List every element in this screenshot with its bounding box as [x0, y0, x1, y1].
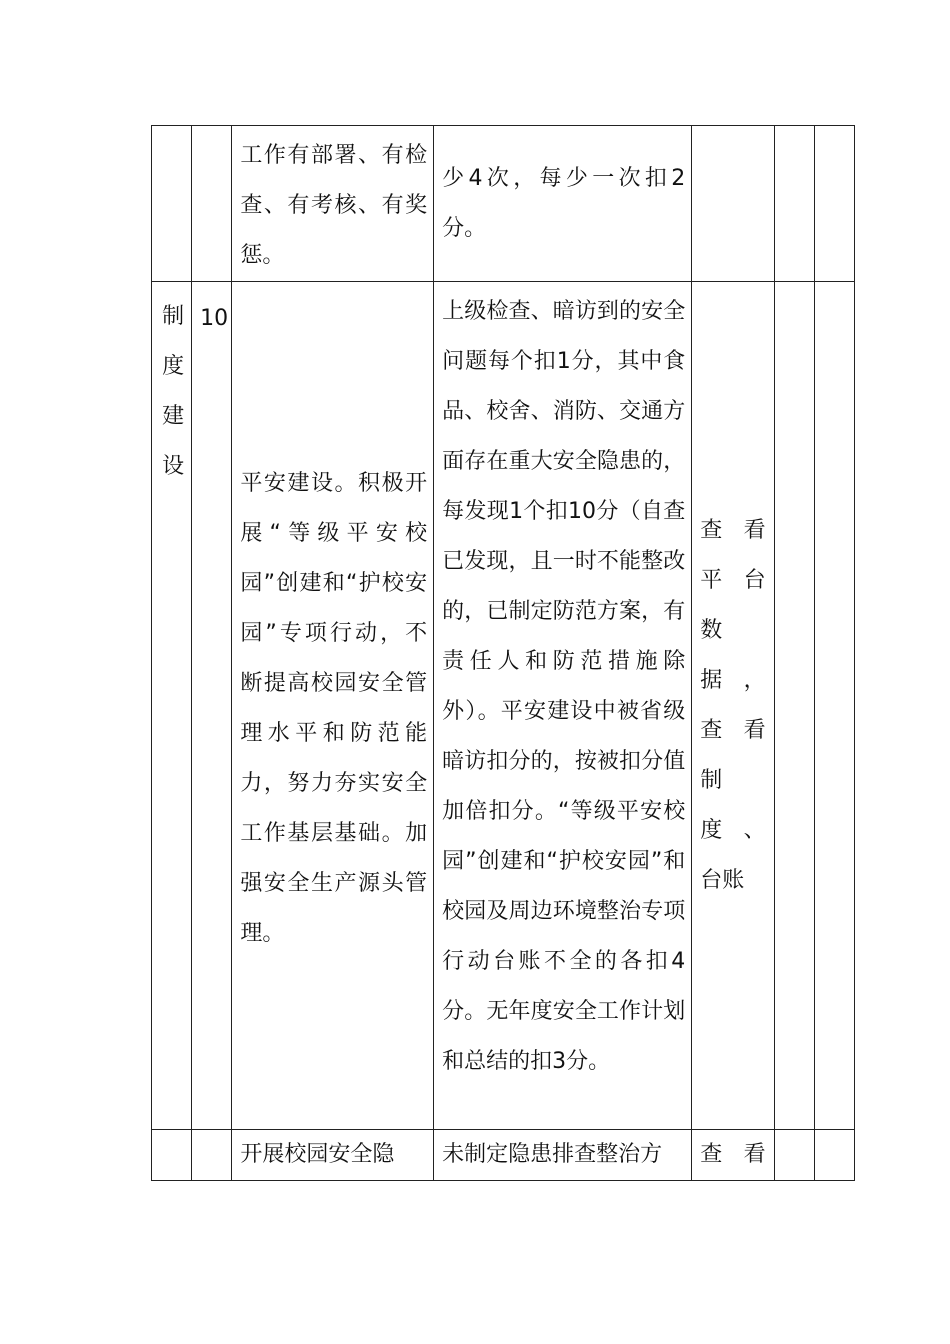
result-cell: [774, 1130, 814, 1181]
category-char: 度: [162, 354, 185, 379]
remark-cell: [814, 126, 854, 282]
remark-cell: [814, 1130, 854, 1181]
table-row: [152, 126, 855, 282]
remark-cell: [814, 282, 854, 1130]
category-cell: [152, 126, 192, 282]
criteria-cell: 未制定隐患排查整治方: [434, 1130, 692, 1181]
score-cell: 10: [192, 282, 232, 1130]
criteria-cell: 少4次，每少一次扣2分。: [434, 126, 692, 282]
table-row: [152, 282, 855, 1130]
method-cell: [692, 126, 774, 282]
category-char: 设: [162, 454, 185, 479]
score-cell: [192, 1130, 232, 1181]
result-cell: [774, 282, 814, 1130]
table-row: [152, 1130, 855, 1181]
method-cell: 查 看: [692, 1130, 774, 1181]
evaluation-table: [151, 125, 855, 1181]
content-cell: 开展校园安全隐: [232, 1130, 434, 1181]
result-cell: [774, 126, 814, 282]
content-cell: 平安建设。积极开展“等级平安校园”创建和“护校安园”专项行动，不断提高校园安全管理水平和防范能力，努力夯实安全工作基层基础。加强安全生产源头管理。: [232, 282, 434, 1130]
content-cell: 工作有部署、有检查、有考核、有奖惩。: [232, 126, 434, 282]
criteria-cell: 上级检查、暗访到的安全问题每个扣1分，其中食品、校舍、消防、交通方面存在重大安全隐患的，每发现1个扣10分（自查已发现，且一时不能整改的，已制定防范方案，有责任人和防范措施除外）。平安建设中被省级暗访扣分的，按被扣分值加倍扣分。“等级平安校园”创建和“护校安园”和校园及周边环境整治专项行动台账不全的各扣4分。无年度安全工作计划和总结的扣3分。: [434, 282, 692, 1130]
method-cell: 查 看 平 台 数 据 ， 查 看 制 度 、 台账: [692, 282, 774, 1130]
category-cell: [152, 1130, 192, 1181]
category-char: 建: [162, 404, 185, 429]
category-cell: [152, 282, 192, 1130]
category-char: 制: [162, 304, 185, 329]
score-cell: [192, 126, 232, 282]
